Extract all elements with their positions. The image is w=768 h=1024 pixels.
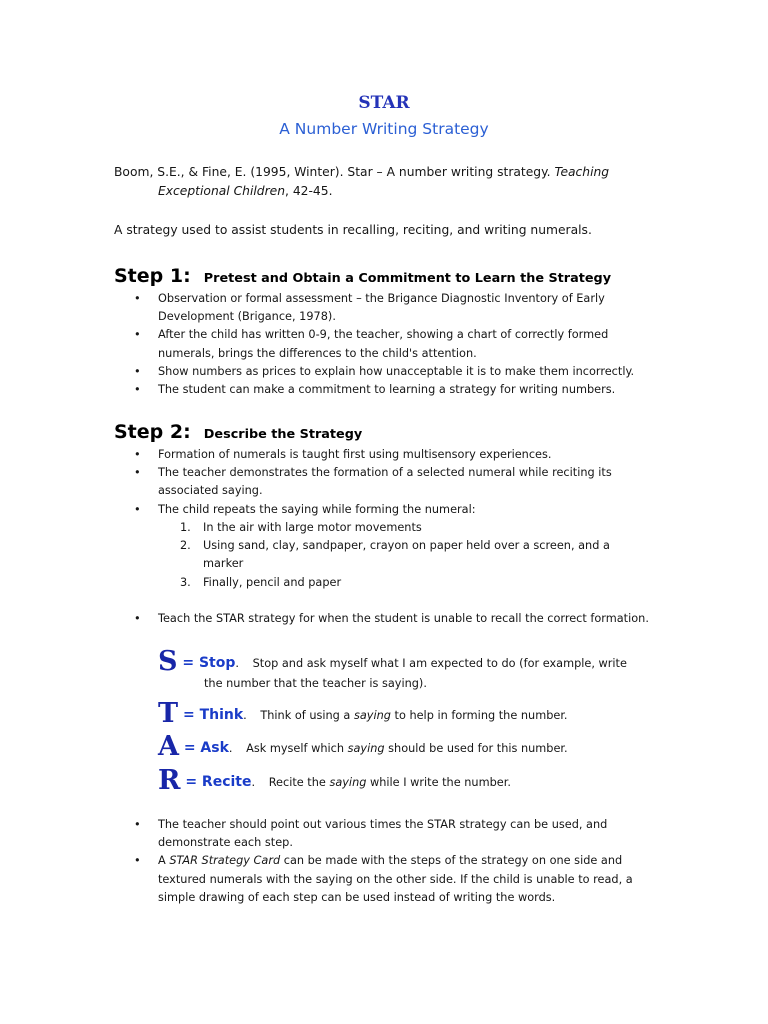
item-text: Using sand, clay, sandpaper, crayon on paper held over a screen, and a marker (203, 539, 610, 571)
list-item: • After the child has written 0-9, the teacher, showing a chart of correctly formed numerals, brings the differences to the child's attention. (114, 326, 654, 362)
star-desc-s: Stop and ask myself what I am expected to do (for example, write (252, 657, 627, 670)
star-step-a (158, 731, 658, 762)
star-desc-s-cont: the number that the teacher is saying). (204, 677, 427, 690)
item-number: 2. (180, 539, 191, 553)
list-item: • Show numbers as prices to explain how unacceptable it is to make them incorrectly. (114, 363, 654, 381)
document-title: STAR (358, 93, 410, 113)
intro-paragraph: A strategy used to assist students in recalling, reciting, and writing numerals. (114, 223, 592, 237)
list-item: • The teacher should point out various times the STAR strategy can be used, and demonstrate each step. (114, 816, 654, 852)
step2-label: Step 2: (114, 421, 191, 443)
star-letter-s: S (158, 646, 178, 677)
citation (114, 163, 674, 201)
star-desc-text: Recite the (268, 776, 330, 789)
star-dot: . (243, 709, 247, 722)
numbered-item (180, 519, 620, 537)
teach-star-list (114, 610, 654, 628)
step2-heading (114, 421, 362, 443)
star-letter-t: T (158, 698, 179, 729)
star-desc-r (269, 776, 511, 789)
star-dot: . (228, 742, 233, 755)
closing-list (114, 816, 654, 907)
item-text: can be made with the steps of the strategy on one side and textured numerals with the saying on the other side. If the child is unable to read, a simple drawing of each step can be used instead of writing the words. (158, 854, 633, 904)
star-word-ask: = Ask (178, 740, 229, 756)
list-item: • Observation or formal assessment – the Brigance Diagnostic Inventory of Early Development (Brigance, 1978). (114, 290, 654, 326)
list-item (114, 852, 654, 907)
list-item: • The child repeats the saying while forming the numeral: (114, 501, 654, 519)
star-desc-text: Think of using a (260, 709, 354, 722)
star-word-think: = Think (178, 707, 244, 723)
star-step-t (158, 698, 658, 729)
item-number: 1. (180, 521, 191, 534)
star-desc-text: while I write the number. (366, 776, 511, 789)
numbered-item (180, 537, 620, 573)
citation-pages: , 42-45. (285, 184, 333, 198)
item-text: Finally, pencil and paper (203, 575, 342, 589)
star-letter-r: R (158, 765, 181, 796)
step2-numbered-list (180, 519, 620, 592)
star-letter-a: A (158, 731, 179, 762)
star-step-s (158, 646, 658, 694)
star-desc-t (260, 709, 567, 722)
star-desc-emphasis: saying (329, 776, 367, 789)
star-word-stop: = Stop (177, 655, 236, 671)
star-word-recite: = Recite (180, 774, 252, 790)
step1-title: Pretest and Obtain a Commitment to Learn the Strategy (203, 271, 612, 286)
star-dot: . (235, 657, 239, 670)
citation-line1: Boom, S.E., & Fine, E. (1995, Winter). Star – A number writing strategy. (114, 165, 555, 179)
list-item: • Formation of numerals is taught first using multisensory experiences. (114, 446, 654, 464)
citation-journal-part1: Teaching (554, 165, 610, 179)
document-subtitle: A Number Writing Strategy (279, 120, 489, 138)
star-step-r (158, 765, 658, 796)
step1-label: Step 1: (114, 265, 191, 287)
star-desc-text: to help in forming the number. (390, 709, 568, 722)
list-item: • The teacher demonstrates the formation of a selected numeral while reciting its associated saying. (114, 464, 654, 500)
list-item: • Teach the STAR strategy for when the student is unable to recall the correct formation. (114, 610, 654, 628)
step1-heading (114, 265, 611, 287)
item-text: A (158, 854, 170, 868)
step2-list (114, 446, 654, 519)
citation-line2 (114, 182, 674, 201)
star-dot: . (251, 776, 256, 789)
step1-list (114, 290, 654, 399)
star-desc-emphasis: saying (353, 709, 391, 722)
citation-journal-part2: Exceptional Children (158, 184, 286, 198)
item-text: In the air with large motor movements (203, 521, 422, 534)
star-desc-text: Ask myself which (246, 742, 348, 755)
numbered-item (180, 574, 620, 592)
list-item: • The student can make a commitment to learning a strategy for writing numbers. (114, 381, 654, 399)
star-desc-a (246, 742, 568, 755)
step2-title: Describe the Strategy (203, 427, 363, 442)
star-desc-emphasis: saying (347, 742, 385, 755)
item-emphasis: STAR Strategy Card (169, 854, 281, 868)
item-number: 3. (180, 575, 191, 589)
star-desc-text: should be used for this number. (384, 742, 568, 755)
